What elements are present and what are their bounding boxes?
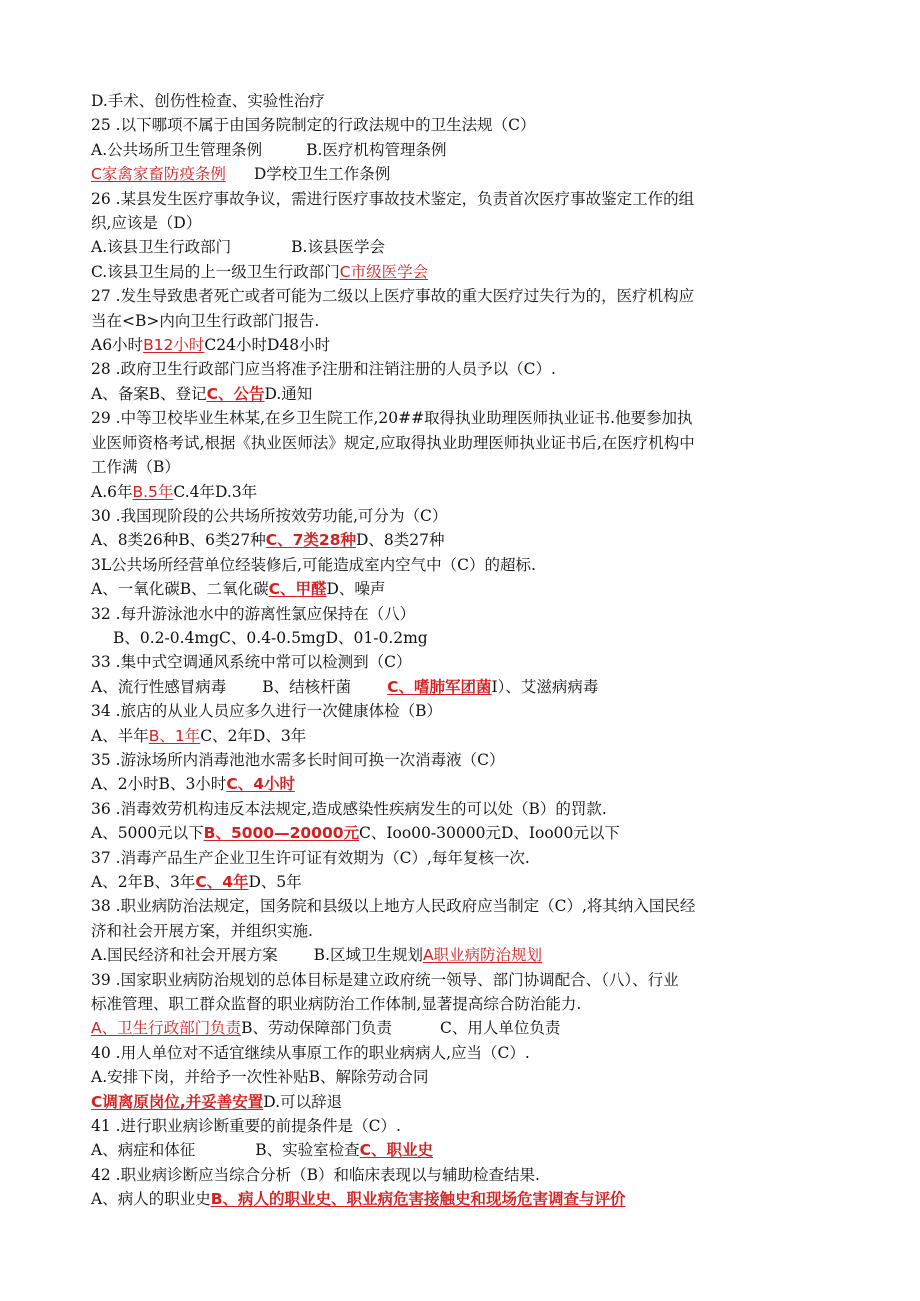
text-line: 业医师资格考试,根据《执业医师法》规定,应取得执业助理医师执业证书后,在医疗机构中 [91,434,695,452]
answer-mark: C、4年 [195,873,249,891]
question-27: 27 .发生导致患者死亡或者可能为二级以上医疗事故的重大医疗过失行为的，医疗机构应 [91,287,695,305]
answer-mark: C、公告 [206,385,265,403]
question-30: 30 .我国现阶段的公共场所按效劳功能,可分为（C） [91,507,448,525]
question-29: 29 .中等卫校毕业生林某,在乡卫生院工作,20##取得执业助理医师执业证书.他要参加执 [91,409,693,427]
options-line: A、卫生行政部门负责B、劳动保障部门负责 C、用人单位负责 [91,1019,561,1037]
answer-mark: C家禽家畜防疫条例 [91,165,226,183]
question-26: 26 .某县发生医疗事故争议，需进行医疗事故技术鉴定，负责首次医疗事故鉴定工作的组 [91,190,695,208]
options-line: B、0.2-0.4mgC、0.4-0.5mgD、01-0.2mg [113,629,428,647]
question-39: 39 .国家职业病防治规划的总体目标是建立政府统一领导、部门协调配合、（八）、行业 [91,971,679,989]
options-line: A、半年B、1年C、2年D、3年 [91,727,307,745]
question-40: 40 .用人单位对不适宜继续从事原工作的职业病病人,应当（C）. [91,1044,530,1062]
options-line: A、2小时B、3小时C、4小时 [91,775,295,793]
text-line: D.手术、创伤性检查、实验性治疗 [91,92,325,110]
answer-mark: C调离原岗位,并妥善安置 [91,1093,264,1111]
question-34: 34 .旅店的从业人员应多久进行一次健康体检（B） [91,702,442,720]
question-33: 33 .集中式空调通风系统中常可以检测到（C） [91,653,412,671]
text-line: 标准管理、职工群众监督的职业病防治工作体制,显著提高综合防治能力. [91,995,582,1013]
question-38: 38 .职业病防治法规定，国务院和县级以上地方人民政府应当制定（C）,将其纳入国民经 [91,897,696,915]
options-line: A、8类26种B、6类27种C、7类28种D、8类27种 [91,531,445,549]
answer-mark: B、病人的职业史、职业病危害接触史和现场危害调查与评价 [210,1190,626,1208]
text-line: 当在<B>内向卫生行政部门报告. [91,312,320,330]
options-line: A6小时B12小时C24小时D48小时 [91,336,331,354]
question-42: 42 .职业病诊断应当综合分析（B）和临床表现以与辅助检查结果. [91,1166,540,1184]
answer-mark: B12小时 [143,336,205,354]
options-line: C调离原岗位,并妥善安置D.可以辞退 [91,1093,343,1111]
options-line: A、一氧化碳B、二氧化碳C、甲醛D、噪声 [91,580,386,598]
answer-mark: A职业病防治规划 [422,946,543,964]
answer-mark: C、职业史 [359,1141,433,1159]
options-line: A、备案B、登记C、公告D.通知 [91,385,313,403]
answer-mark: B、5000—20000元 [203,824,360,842]
options-line: A、病症和体征 B、实验室检查C、职业史 [91,1141,433,1159]
answer-mark: C、4小时 [226,775,295,793]
options-line: C.该县卫生局的上一级卫生行政部门C市级医学会 [91,263,429,281]
question-41: 41 .进行职业病诊断重要的前提条件是（C）. [91,1117,401,1135]
options-line: A、2年B、3年C、4年D、5年 [91,873,302,891]
question-36: 36 .消毒效劳机构违反本法规定,造成感染性疾病发生的可以处（B）的罚款. [91,800,607,818]
answer-mark: A、卫生行政部门负责 [91,1019,242,1037]
text-line: 织,应该是（D） [91,214,202,232]
text-line: 工作满（B） [91,458,180,476]
answer-mark: C、甲醛 [268,580,327,598]
question-32: 32 .每升游泳池水中的游离性氯应保持在（八） [91,605,416,623]
answer-mark: C市级医学会 [339,263,429,281]
question-37: 37 .消毒产品生产企业卫生许可证有效期为（C）,每年复核一次. [91,849,530,867]
options-line: A.6年B.5年C.4年D.3年 [91,483,258,501]
answer-mark: C、嗜肺军团菌 [387,678,492,696]
answer-mark: C、7类28种 [265,531,356,549]
text-line: 济和社会开展方案，并组织实施. [91,922,313,940]
options-line: C家禽家畜防疫条例 D学校卫生工作条例 [91,165,391,183]
answer-mark: B、1年 [148,727,201,745]
question-28: 28 .政府卫生行政部门应当将准予注册和注销注册的人员予以（C）. [91,360,556,378]
options-line: A.该县卫生行政部门 B.该县医学会 [91,238,385,256]
options-line: A.公共场所卫生管理条例 B.医疗机构管理条例 [91,141,447,159]
options-line: A、流行性感冒病毒 B、结核杆菌 C、嗜肺军团菌I）、艾滋病病毒 [91,678,599,696]
options-line: A、5000元以下B、5000—20000元C、Ioo00-30000元D、Ioo00元以下 [91,824,620,842]
question-35: 35 .游泳场所内消毒池池水需多长时间可换一次消毒液（C） [91,751,505,769]
answer-mark: B.5年 [132,483,174,501]
options-line: A.国民经济和社会开展方案 B.区域卫生规划A职业病防治规划 [91,946,543,964]
question-31: 3L公共场所经营单位经装修后,可能造成室内空气中（C）的超标. [91,556,536,574]
question-25: 25 .以下哪项不属于由国务院制定的行政法规中的卫生法规（C） [91,116,536,134]
options-line: A、病人的职业史B、病人的职业史、职业病危害接触史和现场危害调查与评价 [91,1190,626,1208]
options-line: A.安排下岗，并给予一次性补贴B、解除劳动合同 [91,1068,429,1086]
